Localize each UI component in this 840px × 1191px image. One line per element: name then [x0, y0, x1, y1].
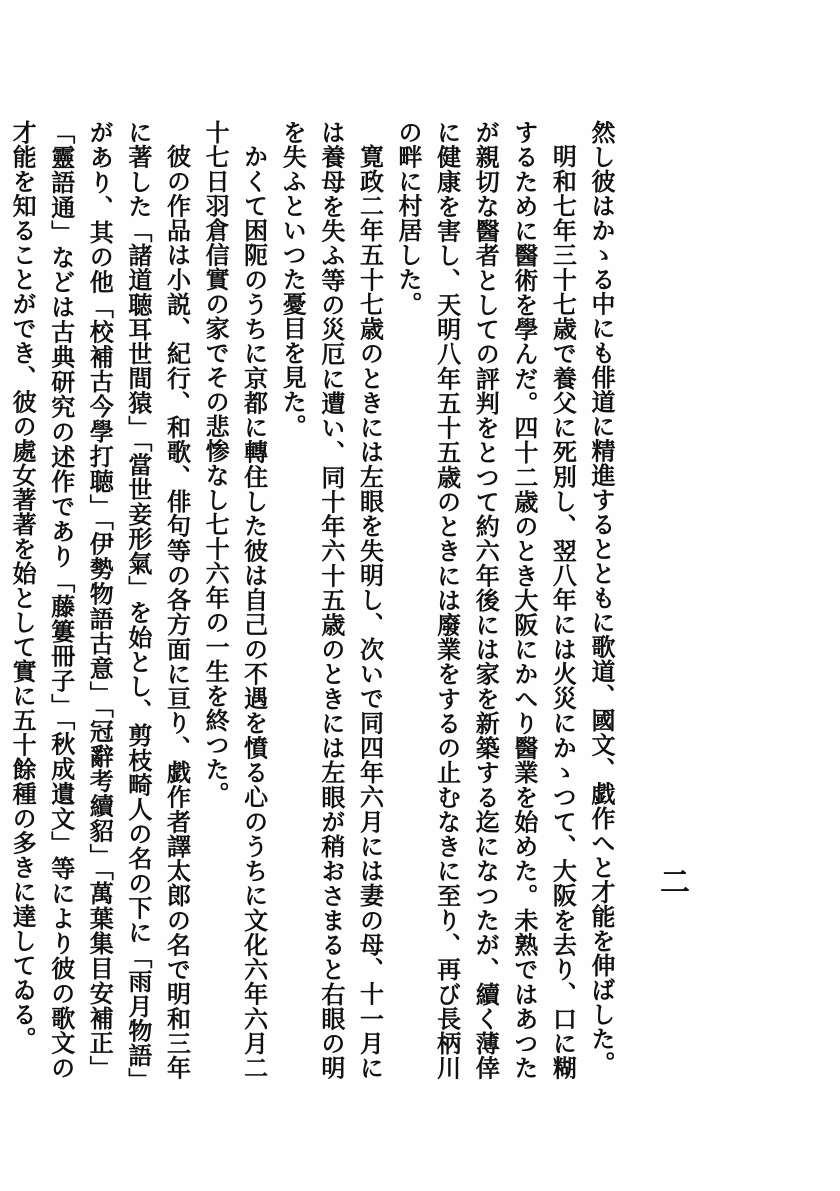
paragraph-5: 彼の作品は小説、紀行、和歌、俳句等の各方面に亘り、戯作者譯太郎の名で明和三年に著した「諸道聴耳世間猿」「當世妾形氣」を始とし、剪枝畸人の名の下に「雨月物語」があり、其の他「校補古今學打聴」「伊勢物語古意」「冠辭考續貂」「萬葉集目安補正」「靈語通」などは古典研究の述作であり「藤簍冊子」「秋成遺文」等により彼の歌文の才能を知ることができ、彼の處女著著を始として實に五十餘種の多きに達してゐる。 [8, 120, 192, 1080]
page-number: 二 [654, 866, 689, 896]
paragraph-2: 明和七年三十七歳で養父に死別し、翌八年には火災にかゝつて、大阪を去り、口に糊するために醫術を學んだ。四十二歳のとき大阪にかへり醫業を始めた。未熟ではあつたが親切な醫者としての評判をとつて約六年後には家を新築する迄になつたが、續く薄倖に健康を害し、天明八年五十五歳のときには廢業をするの止むなきに至り、再び長柄川の畔に村居した。 [394, 120, 578, 1080]
paragraph-4: かくて困阨のうちに京都に轉住した彼は自己の不遇を憤る心のうちに文化六年六月二十七日羽倉信實の家でその悲惨なし七十六年の一生を終つた。 [201, 120, 269, 1080]
paragraph-3: 寛政二年五十七歳のときには左眼を失明し、次いで同四年六月には妻の母、十一月には養母を失ふ等の災厄に遭い、同十年六十五歳のときには左眼が稍おさまると右眼の明を失ふといつた憂目を見た。 [278, 120, 385, 1080]
paragraph-1: 然し彼はかゝる中にも俳道に精進するとともに歌道、國文、戯作へと才能を伸ばした。 [587, 120, 616, 1076]
body-text [8, 120, 620, 1080]
